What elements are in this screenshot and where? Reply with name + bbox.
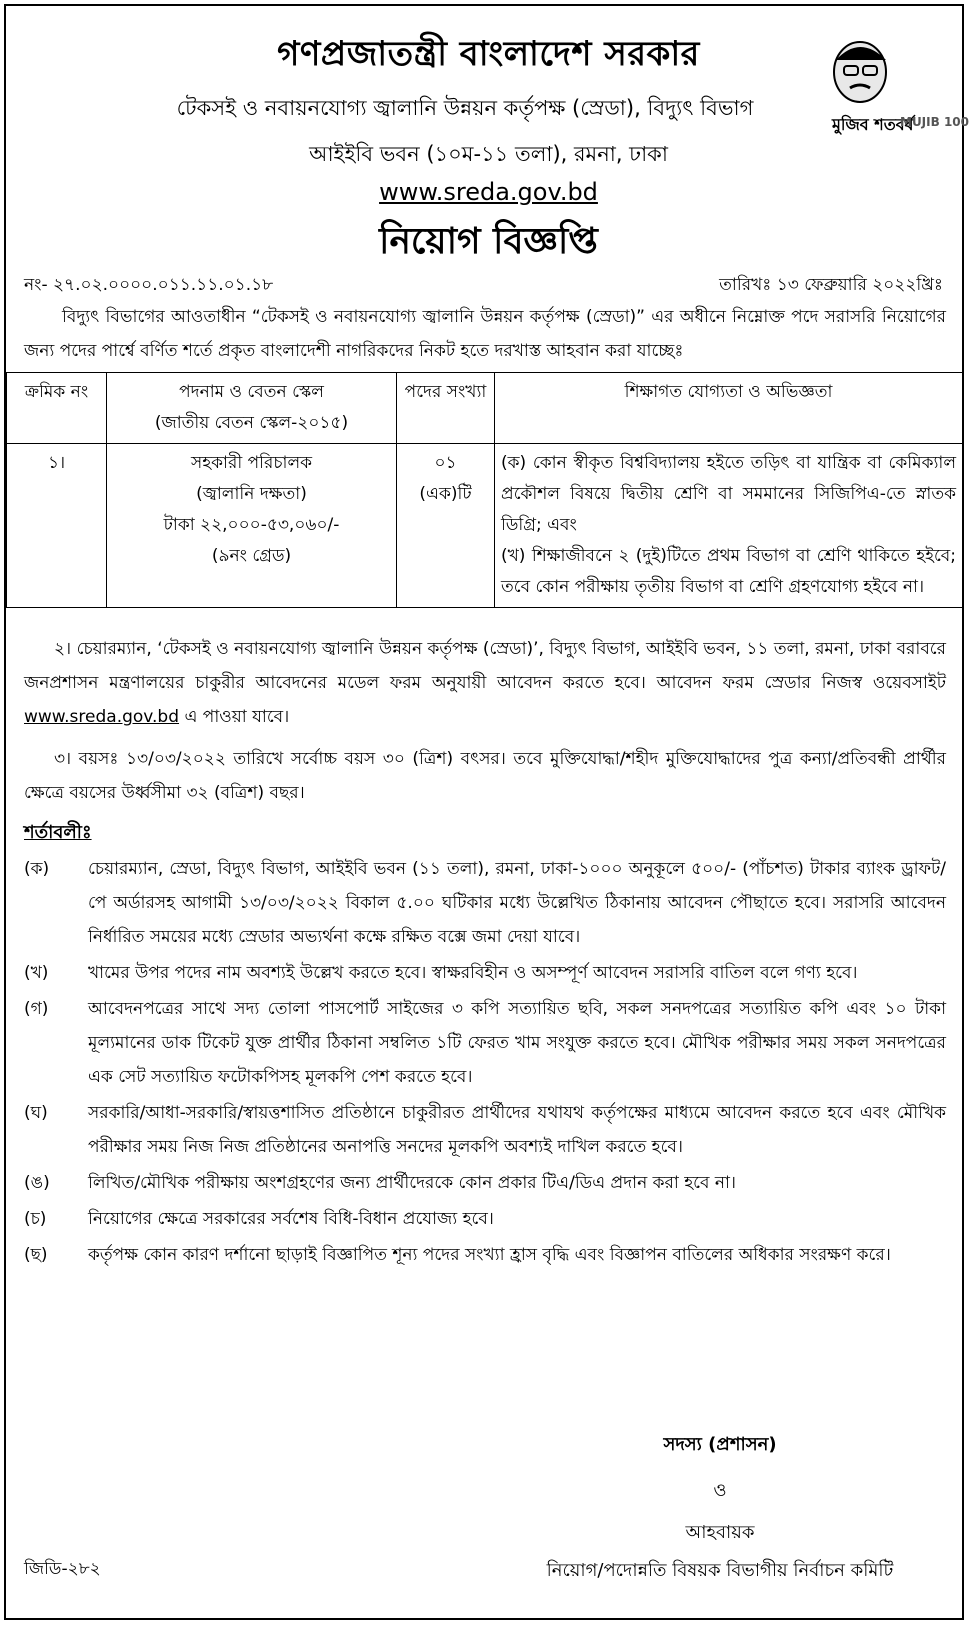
table-row (7, 444, 963, 608)
count-number: ০১ (434, 453, 457, 473)
header-serial: ক্রমিক নং (7, 373, 107, 444)
gd-number: জিডি-২৮২ (24, 1559, 101, 1579)
signatory-role: আহবায়ক (685, 1522, 755, 1543)
row-serial: ১। (7, 444, 107, 608)
qualification-a: (ক) কোন স্বীকৃত বিশ্ববিদ্যালয় হইতে তড়িৎ বা যান্ত্রিক বা কেমিক্যাল প্রকৌশল বিষয়ে দ্বিতীয় শ্রেণি বা সমমানের সিজিপিএ-তে স্নাতক ডিগ্রি; এবং (501, 453, 956, 535)
paragraph-2-text: ২। চেয়ারম্যান, ‘টেকসই ও নবায়নযোগ্য জ্বালানি উন্নয়ন কর্তৃপক্ষ (স্রেডা)’, বিদ্যুৎ বিভাগ, আইইবি ভবন, ১১ তলা, রমনা, ঢাকা বরাবরে জনপ্রশাসন মন্ত্রণালয়ের চাকুরীর আবেদনের মডেল ফরম অনুযায়ী আবেদন করতে হবে। আবেদন ফরম স্রেডার নিজস্ব ওয়েবসাইট (24, 639, 946, 693)
term-mark: (খ) (24, 963, 49, 983)
list-item (24, 1096, 946, 1164)
mujib-borsho-logo (808, 30, 969, 140)
term-text: খামের উপর পদের নাম অবশ্যই উল্লেখ করতে হবে। স্বাক্ষরবিহীন ও অসম্পূর্ণ আবেদন সরাসরি বাতিল বলে গণ্য হবে। (88, 963, 858, 983)
count-words: (এক)টি (419, 484, 472, 504)
organization-name: টেকসই ও নবায়নযোগ্য জ্বালানি উন্নয়ন কর্তৃপক্ষ (স্রেডা), বিদ্যুৎ বিভাগ (176, 96, 754, 120)
post-dept: (জ্বালানি দক্ষতা) (196, 484, 307, 504)
terms-heading: শর্তাবলীঃ (24, 822, 92, 843)
notice-title: নিয়োগ বিজ্ঞপ্তি (379, 221, 598, 262)
list-item (24, 992, 946, 1094)
term-mark: (চ) (24, 1209, 47, 1229)
header-count: পদের সংখ্যা (397, 373, 495, 444)
header-qualification: শিক্ষাগত যোগ্যতা ও অভিজ্ঞতা (495, 373, 963, 444)
row-qualification (495, 444, 963, 608)
term-mark: (ঘ) (24, 1103, 48, 1123)
term-text: চেয়ারম্যান, স্রেডা, বিদ্যুৎ বিভাগ, আইইবি ভবন (১১ তলা), রমনা, ঢাকা-১০০০ অনুকূলে ৫০০/- (পাঁচশত) টাকার ব্যাংক ড্রাফট/পে অর্ডারসহ আগামী ১৩/০৩/২০২২ বিকাল ৫.০০ ঘটিকার মধ্যে উল্লেখিত ঠিকানায় আবেদন পৌছাতে হবে। সরাসরি আবেদন নির্ধারিত সময়ের মধ্যে স্রেডার অভ্যর্থনা কক্ষে রক্ষিত বক্সে জমা দেয়া যাবে। (88, 859, 946, 947)
term-text: আবেদনপত্রের সাথে সদ্য তোলা পাসপোর্ট সাইজের ৩ কপি সত্যায়িত ছবি, সকল সনদপত্রের সত্যায়িত কপি এবং ১০ টাকা মূল্যমানের ডাক টিকেট যুক্ত প্রার্থীর ঠিকানা সম্বলিত ১টি ফেরত খাম সংযুক্ত করতে হবে। মৌখিক পরীক্ষার সময় সকল সনদপত্রের এক সেট সত্যায়িত ফটোকপিসহ মূলকপি পেশ করতে হবে। (88, 999, 946, 1087)
list-item (24, 956, 946, 990)
memo-number: নং- ২৭.০২.০০০০.০১১.১১.০১.১৮ (24, 275, 274, 295)
logo-text: মুজিব শতবর্ষ (832, 115, 914, 134)
vacancy-table (6, 372, 963, 608)
row-post (107, 444, 397, 608)
logo-mark: MUJIB 100 (900, 115, 969, 129)
website-link[interactable]: www.sreda.gov.bd (379, 178, 598, 206)
terms-list (24, 852, 946, 1274)
list-item (24, 852, 946, 954)
term-text: নিয়োগের ক্ষেত্রে সরকারের সর্বশেষ বিধি-বিধান প্রযোজ্য হবে। (88, 1209, 494, 1229)
list-item (24, 1238, 946, 1272)
intro-paragraph: বিদ্যুৎ বিভাগের আওতাধীন “টেকসই ও নবায়নযোগ্য জ্বালানি উন্নয়ন কর্তৃপক্ষ (স্রেডা)” এর অধীনে নিম্নোক্ত পদে সরাসরি নিয়োগের জন্য পদের পার্শ্বে বর্ণিত শর্তে প্রকৃত বাংলাদেশী নাগরিকদের নিকট হতে দরখাস্ত আহবান করা যাচ্ছেঃ (24, 307, 946, 361)
paragraph-2-link[interactable]: www.sreda.gov.bd (24, 707, 180, 727)
term-text: কর্তৃপক্ষ কোন কারণ দর্শানো ছাড়াই বিজ্ঞাপিত শূন্য পদের সংখ্যা হ্রাস বৃদ্ধি এবং বিজ্ঞাপন বাতিলের অধিকার সংরক্ষণ করে। (88, 1245, 891, 1265)
term-mark: (ঙ) (24, 1173, 50, 1193)
row-count (397, 444, 495, 608)
term-mark: (গ) (24, 999, 49, 1019)
post-name: সহকারী পরিচালক (190, 453, 313, 473)
term-text: লিখিত/মৌখিক পরীক্ষায় অংশগ্রহণের জন্য প্রার্থীদেরকে কোন প্রকার টিএ/ডিএ প্রদান করা হবে না। (88, 1173, 736, 1193)
paragraph-2 (24, 632, 946, 734)
post-grade: (৯নং গ্রেড) (211, 546, 292, 566)
header-post-line2: (জাতীয় বেতন স্কেল-২০১৫) (154, 413, 349, 433)
office-address: আইইবি ভবন (১০ম-১১ তলা), রমনা, ঢাকা (309, 142, 668, 166)
government-title: গণপ্রজাতন্ত্রী বাংলাদেশ সরকার (277, 34, 700, 74)
header-post (107, 373, 397, 444)
table-header-row (7, 373, 963, 444)
term-text: সরকারি/আধা-সরকারি/স্বায়ত্তশাসিত প্রতিষ্ঠানে চাকুরীরত প্রার্থীদের যথাযথ কর্তৃপক্ষের মাধ্যমে আবেদন করতে হবে এবং মৌখিক পরীক্ষার সময় নিজ নিজ প্রতিষ্ঠানের অনাপত্তি সনদের মূলকপি অবশ্যই দাখিল করতে হবে। (88, 1103, 946, 1157)
term-mark: (ক) (24, 859, 50, 879)
paragraph-2-tail: এ পাওয়া যাবে। (184, 707, 290, 727)
header-post-line1: পদনাম ও বেতন স্কেল (179, 382, 324, 402)
memo-date: তারিখঃ ১৩ ফেব্রুয়ারি ২০২২খ্রিঃ (719, 275, 943, 295)
signatory-committee: নিয়োগ/পদোন্নতি বিষয়ক বিভাগীয় নির্বাচন কমিটি (546, 1560, 894, 1581)
list-item (24, 1166, 946, 1200)
signatory-conjunction: ও (713, 1480, 727, 1501)
qualification-b: (খ) শিক্ষাজীবনে ২ (দুই)টিতে প্রথম বিভাগ বা শ্রেণি থাকিতে হইবে; তবে কোন পরীক্ষায় তৃতীয় বিভাগ বা শ্রেণি গ্রহণযোগ্য হইবে না। (501, 546, 956, 597)
post-pay: টাকা ২২,০০০-৫৩,০৬০/- (163, 515, 340, 535)
term-mark: (ছ) (24, 1245, 48, 1265)
signatory-title: সদস্য (প্রশাসন) (663, 1434, 777, 1455)
list-item (24, 1202, 946, 1236)
paragraph-3: ৩। বয়সঃ ১৩/০৩/২০২২ তারিখে সর্বোচ্চ বয়স ৩০ (ত্রিশ) বৎসর। তবে মুক্তিযোদ্ধা/শহীদ মুক্তিযোদ্ধাদের পুত্র কন্যা/প্রতিবন্ধী প্রার্থীর ক্ষেত্রে বয়সের উর্ধ্বসীমা ৩২ (বত্রিশ) বছর। (24, 749, 946, 803)
